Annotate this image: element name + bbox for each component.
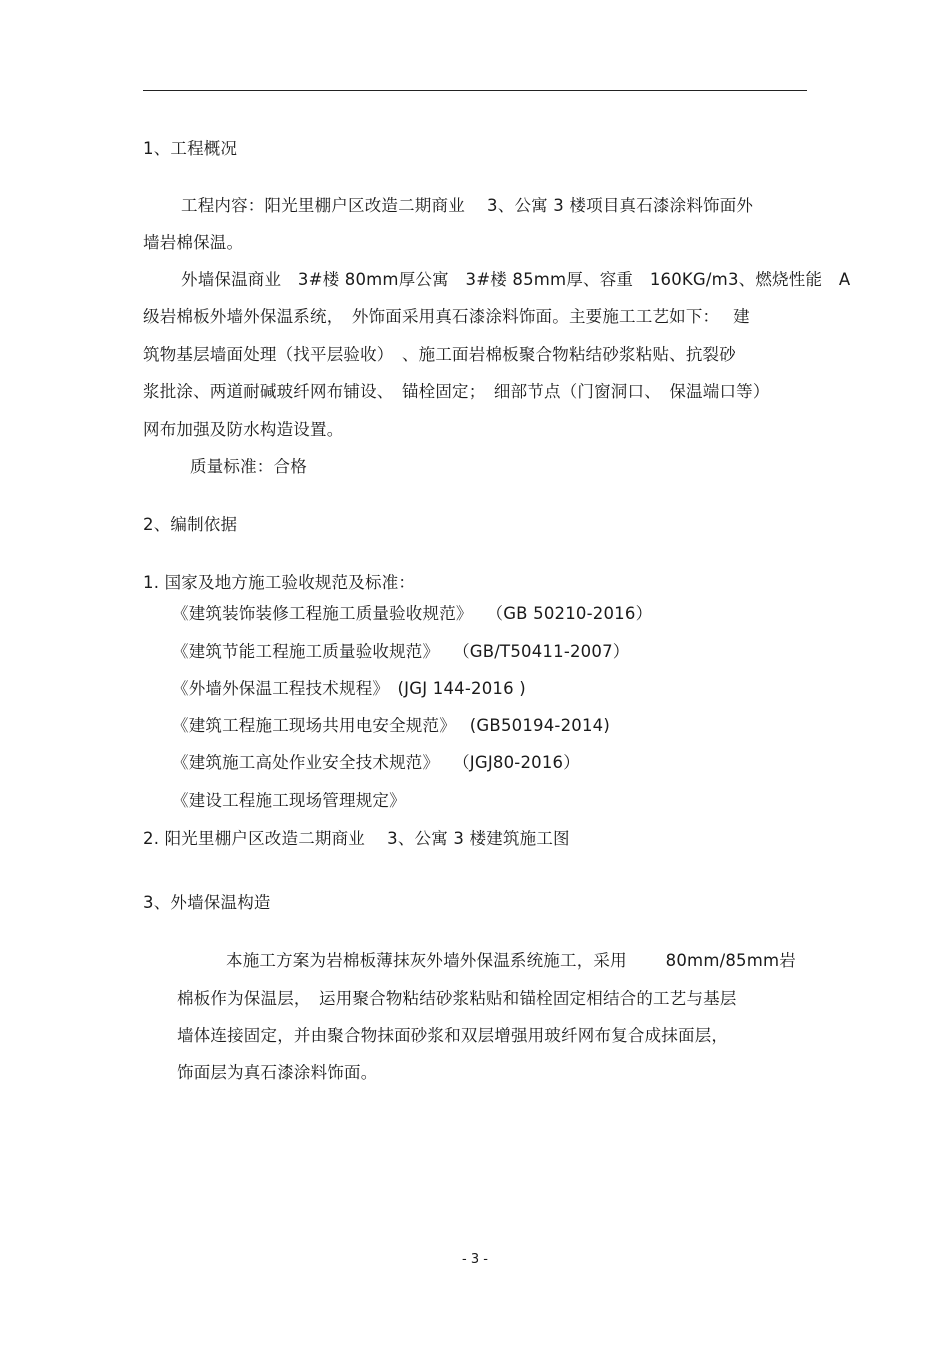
section-1-heading: 1、工程概况 (143, 139, 238, 158)
construction-desc-line-1: 本施工方案为岩棉板薄抹灰外墙外保温系统施工，采用 80mm/85mm岩 (226, 951, 796, 970)
standard-item: 《外墙外保温工程技术规程》 (JGJ 144-2016 ) (172, 679, 526, 698)
header-rule (143, 90, 807, 91)
construction-desc-line-3: 墙体连接固定，并由聚合物抹面砂浆和双层增强用玻纤网布复合成抹面层， (177, 1026, 729, 1045)
insulation-desc-line-4: 浆批涂、两道耐碱玻纤网布铺设、 锚栓固定； 细部节点（门窗洞口、 保温端口等） (143, 382, 770, 401)
insulation-desc-line-3: 筑物基层墙面处理（找平层验收） 、施工面岩棉板聚合物粘结砂浆粘贴、抗裂砂 (143, 345, 736, 364)
standard-item: 《建筑工程施工现场共用电安全规范》 (GB50194-2014) (172, 716, 611, 735)
basis-item-2: 2. 阳光里棚户区改造二期商业 3、公寓 3 楼建筑施工图 (143, 829, 570, 848)
quality-standard: 质量标准：合格 (190, 457, 307, 476)
standard-item: 《建设工程施工现场管理规定》 (172, 791, 406, 810)
construction-desc-line-2: 棉板作为保温层， 运用聚合物粘结砂浆粘贴和锚栓固定相结合的工艺与基层 (177, 989, 737, 1008)
section-2-heading: 2、编制依据 (143, 515, 238, 534)
insulation-desc-line-1: 外墙保温商业 3#楼 80mm厚公寓 3#楼 85mm厚、容重 160KG/m3、燃烧性能 A (181, 270, 851, 289)
standard-item: 《建筑施工高处作业安全技术规范》 （JGJ80-2016） (172, 753, 580, 772)
insulation-desc-line-5: 网布加强及防水构造设置。 (143, 420, 344, 439)
project-content-line-2: 墙岩棉保温。 (143, 233, 244, 252)
standard-item: 《建筑装饰装修工程施工质量验收规范》 （GB 50210-2016） (172, 604, 653, 623)
project-content-line-1: 工程内容：阳光里棚户区改造二期商业 3、公寓 3 楼项目真石漆涂料饰面外 (181, 196, 754, 215)
insulation-desc-line-2: 级岩棉板外墙外保温系统， 外饰面采用真石漆涂料饰面。主要施工工艺如下： 建 (143, 307, 750, 326)
basis-item-1: 1. 国家及地方施工验收规范及标准： (143, 573, 416, 592)
page-number: - 3 - (462, 1252, 488, 1267)
construction-desc-line-4: 饰面层为真石漆涂料饰面。 (177, 1063, 378, 1082)
standard-item: 《建筑节能工程施工质量验收规范》 （GB/T50411-2007） (172, 642, 630, 661)
section-3-heading: 3、外墙保温构造 (143, 893, 271, 912)
